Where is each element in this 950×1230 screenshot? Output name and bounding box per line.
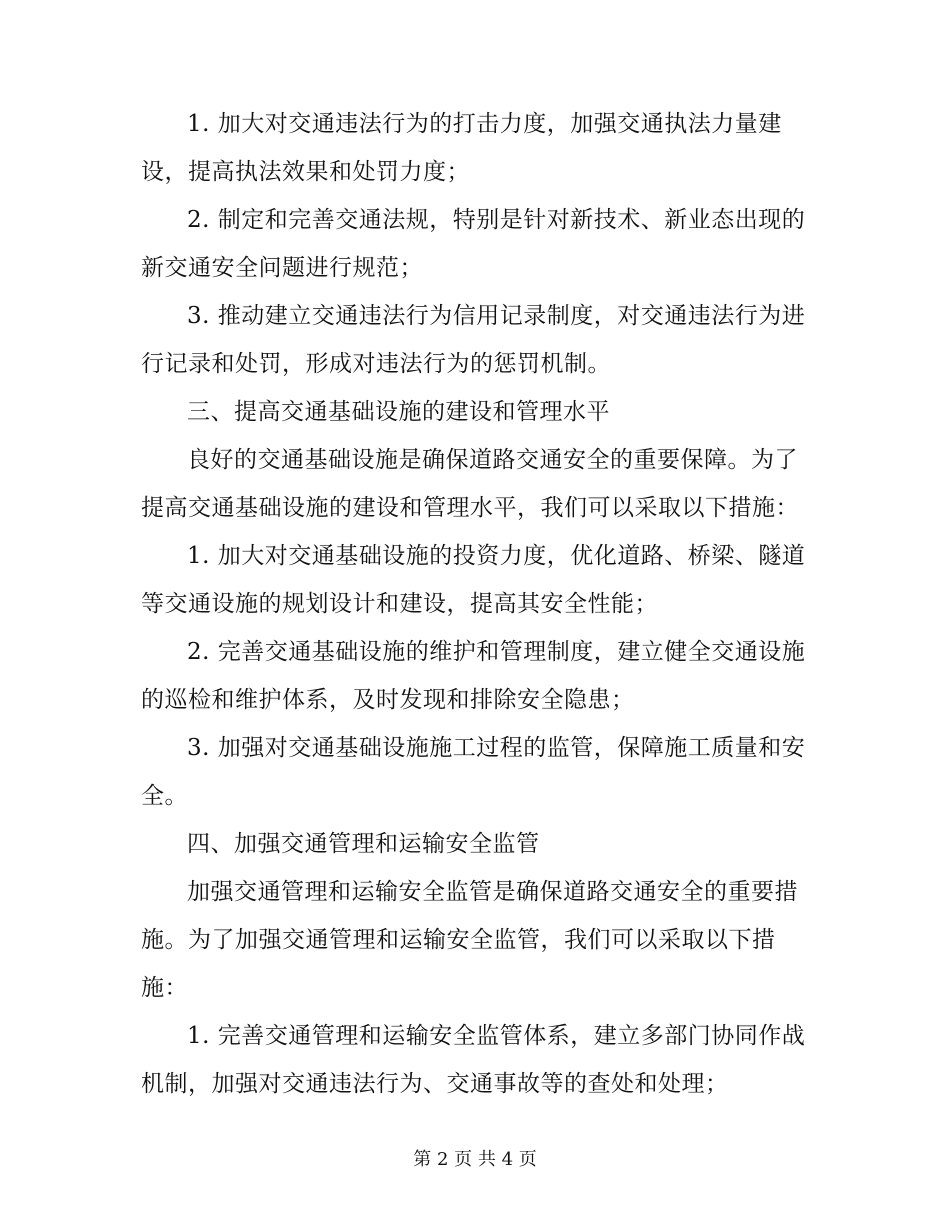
section-heading: 三、提高交通基础设施的建设和管理水平 (187, 399, 610, 425)
text-line: 新交通安全问题进行规范； (141, 255, 423, 281)
text-line: 1. 加大对交通基础设施的投资力度，优化道路、桥梁、隧道 (187, 543, 806, 569)
text-line: 机制，加强对交通违法行为、交通事故等的查处和处理； (141, 1071, 729, 1097)
text-line: 行记录和处罚，形成对违法行为的惩罚机制。 (141, 351, 611, 377)
text-line: 加强交通管理和运输安全监管是确保道路交通安全的重要措 (187, 879, 798, 905)
text-line: 提高交通基础设施的建设和管理水平，我们可以采取以下措施： (141, 495, 799, 521)
text-line: 3. 加强对交通基础设施施工过程的监管，保障施工质量和安 (187, 735, 806, 761)
text-line: 等交通设施的规划设计和建设，提高其安全性能； (141, 591, 658, 617)
text-line: 1. 加大对交通违法行为的打击力度，加强交通执法力量建 (187, 111, 782, 137)
text-line: 良好的交通基础设施是确保道路交通安全的重要保障。为了 (187, 447, 798, 473)
section-heading: 四、加强交通管理和运输安全监管 (187, 831, 540, 857)
text-line: 3. 推动建立交通违法行为信用记录制度，对交通违法行为进 (187, 303, 806, 329)
text-line: 施： (141, 975, 188, 1001)
text-line: 施。为了加强交通管理和运输安全监管，我们可以采取以下措 (141, 927, 776, 953)
text-line: 的巡检和维护体系，及时发现和排除安全隐患； (141, 687, 635, 713)
text-line: 2. 完善交通基础设施的维护和管理制度，建立健全交通设施 (187, 639, 806, 665)
page-number-footer: 第 2 页 共 4 页 (413, 1149, 537, 1170)
document-body (141, 100, 809, 1108)
text-line: 1. 完善交通管理和运输安全监管体系，建立多部门协同作战 (187, 1023, 806, 1049)
text-line: 设，提高执法效果和处罚力度； (141, 159, 470, 185)
text-line: 2. 制定和完善交通法规，特别是针对新技术、新业态出现的 (187, 207, 806, 233)
text-line: 全。 (141, 783, 188, 809)
